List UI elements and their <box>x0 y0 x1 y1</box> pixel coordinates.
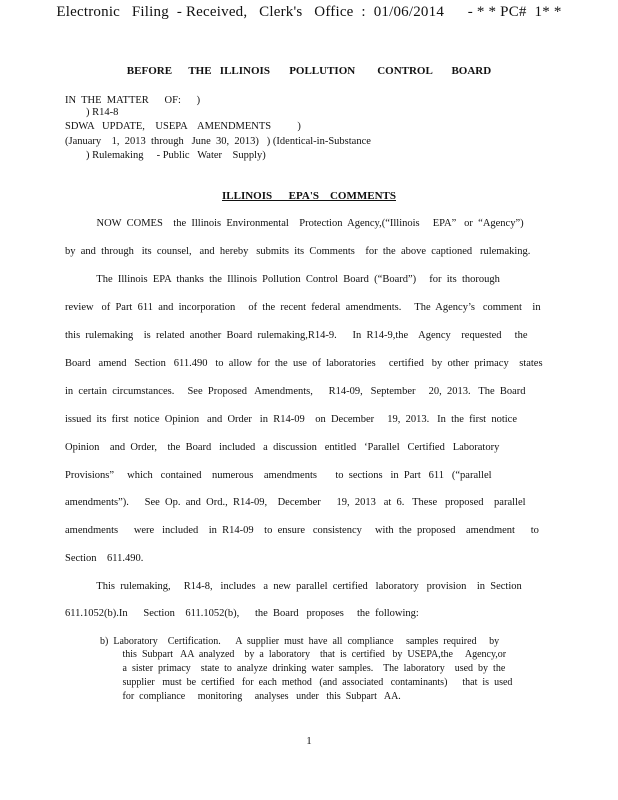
body-line: This rulemaking, R14-8, includes a new parallel certified laboratory provision in Section <box>65 581 522 592</box>
page-number: 1 <box>306 735 312 747</box>
quoted-provision-line-2: this Subpart AA analyzed by a laboratory that is certified by USEPA,the Agency,or <box>100 649 507 660</box>
body-line: 611.1052(b).In Section 611.1052(b), the Board proposes the following: <box>65 608 419 619</box>
caption-line-2: ) R14-8 <box>65 107 119 118</box>
quoted-provision-line-1: b) Laboratory Certification. A supplier must have all compliance samples required by <box>100 636 500 647</box>
body-line: Opinion and Order, the Board included a discussion entitled ‘Parallel Certified Laboratory <box>65 442 500 453</box>
caption-line-1: IN THE MATTER OF: ) <box>65 95 201 106</box>
body-line: The Illinois EPA thanks the Illinois Pollution Control Board (“Board”) for its thorough <box>65 274 500 285</box>
body-line: Provisions” which contained numerous amendments to sections in Part 611 (“parallel <box>65 470 492 481</box>
quoted-provision-line-3: a sister primacy state to analyze drinking water samples. The laboratory used by the <box>100 663 506 674</box>
body-line: Board amend Section 611.490 to allow for the use of laboratories certified by other primacy states <box>65 358 543 369</box>
caption-line-4: (January 1, 2013 through June 30, 2013) ) (Identical-in-Substance <box>65 136 371 147</box>
body-line: review of Part 611 and incorporation of the recent federal amendments. The Agency’s comment in <box>65 302 541 313</box>
caption-line-5: ) Rulemaking - Public Water Supply) <box>65 150 266 161</box>
body-line: Section 611.490. <box>65 553 144 564</box>
body-line: by and through its counsel, and hereby submits its Comments for the above captioned rulemaking. <box>65 246 531 257</box>
body-line: in certain circumstances. See Proposed Amendments, R14-09, September 20, 2013. The Board <box>65 386 526 397</box>
body-line: issued its first notice Opinion and Order in R14-09 on December 19, 2013. In the first notice <box>65 414 518 425</box>
comments-title: ILLINOIS EPA'S COMMENTS <box>222 190 396 202</box>
body-line: amendments were included in R14-09 to ensure consistency with the proposed amendment to <box>65 525 539 536</box>
body-line: this rulemaking is related another Board rulemaking,R14-9. In R14-9,the Agency requested the <box>65 330 528 341</box>
quoted-provision-line-5: for compliance monitoring analyses under this Subpart AA. <box>100 691 401 702</box>
caption-line-3: SDWA UPDATE, USEPA AMENDMENTS ) <box>65 121 301 132</box>
board-title: BEFORE THE ILLINOIS POLLUTION CONTROL BOARD <box>126 65 492 77</box>
body-line: amendments”). See Op. and Ord., R14-09, December 19, 2013 at 6. These proposed parallel <box>65 497 526 508</box>
body-line: NOW COMES the Illinois Environmental Protection Agency,(“Illinois EPA” or “Agency”) <box>65 218 524 229</box>
quoted-provision-line-4: supplier must be certified for each method (and associated contaminants) that is used <box>100 677 513 688</box>
filing-header: Electronic Filing - Received, Clerk's Office : 01/06/2014 - * * PC# 1* * <box>56 4 562 20</box>
